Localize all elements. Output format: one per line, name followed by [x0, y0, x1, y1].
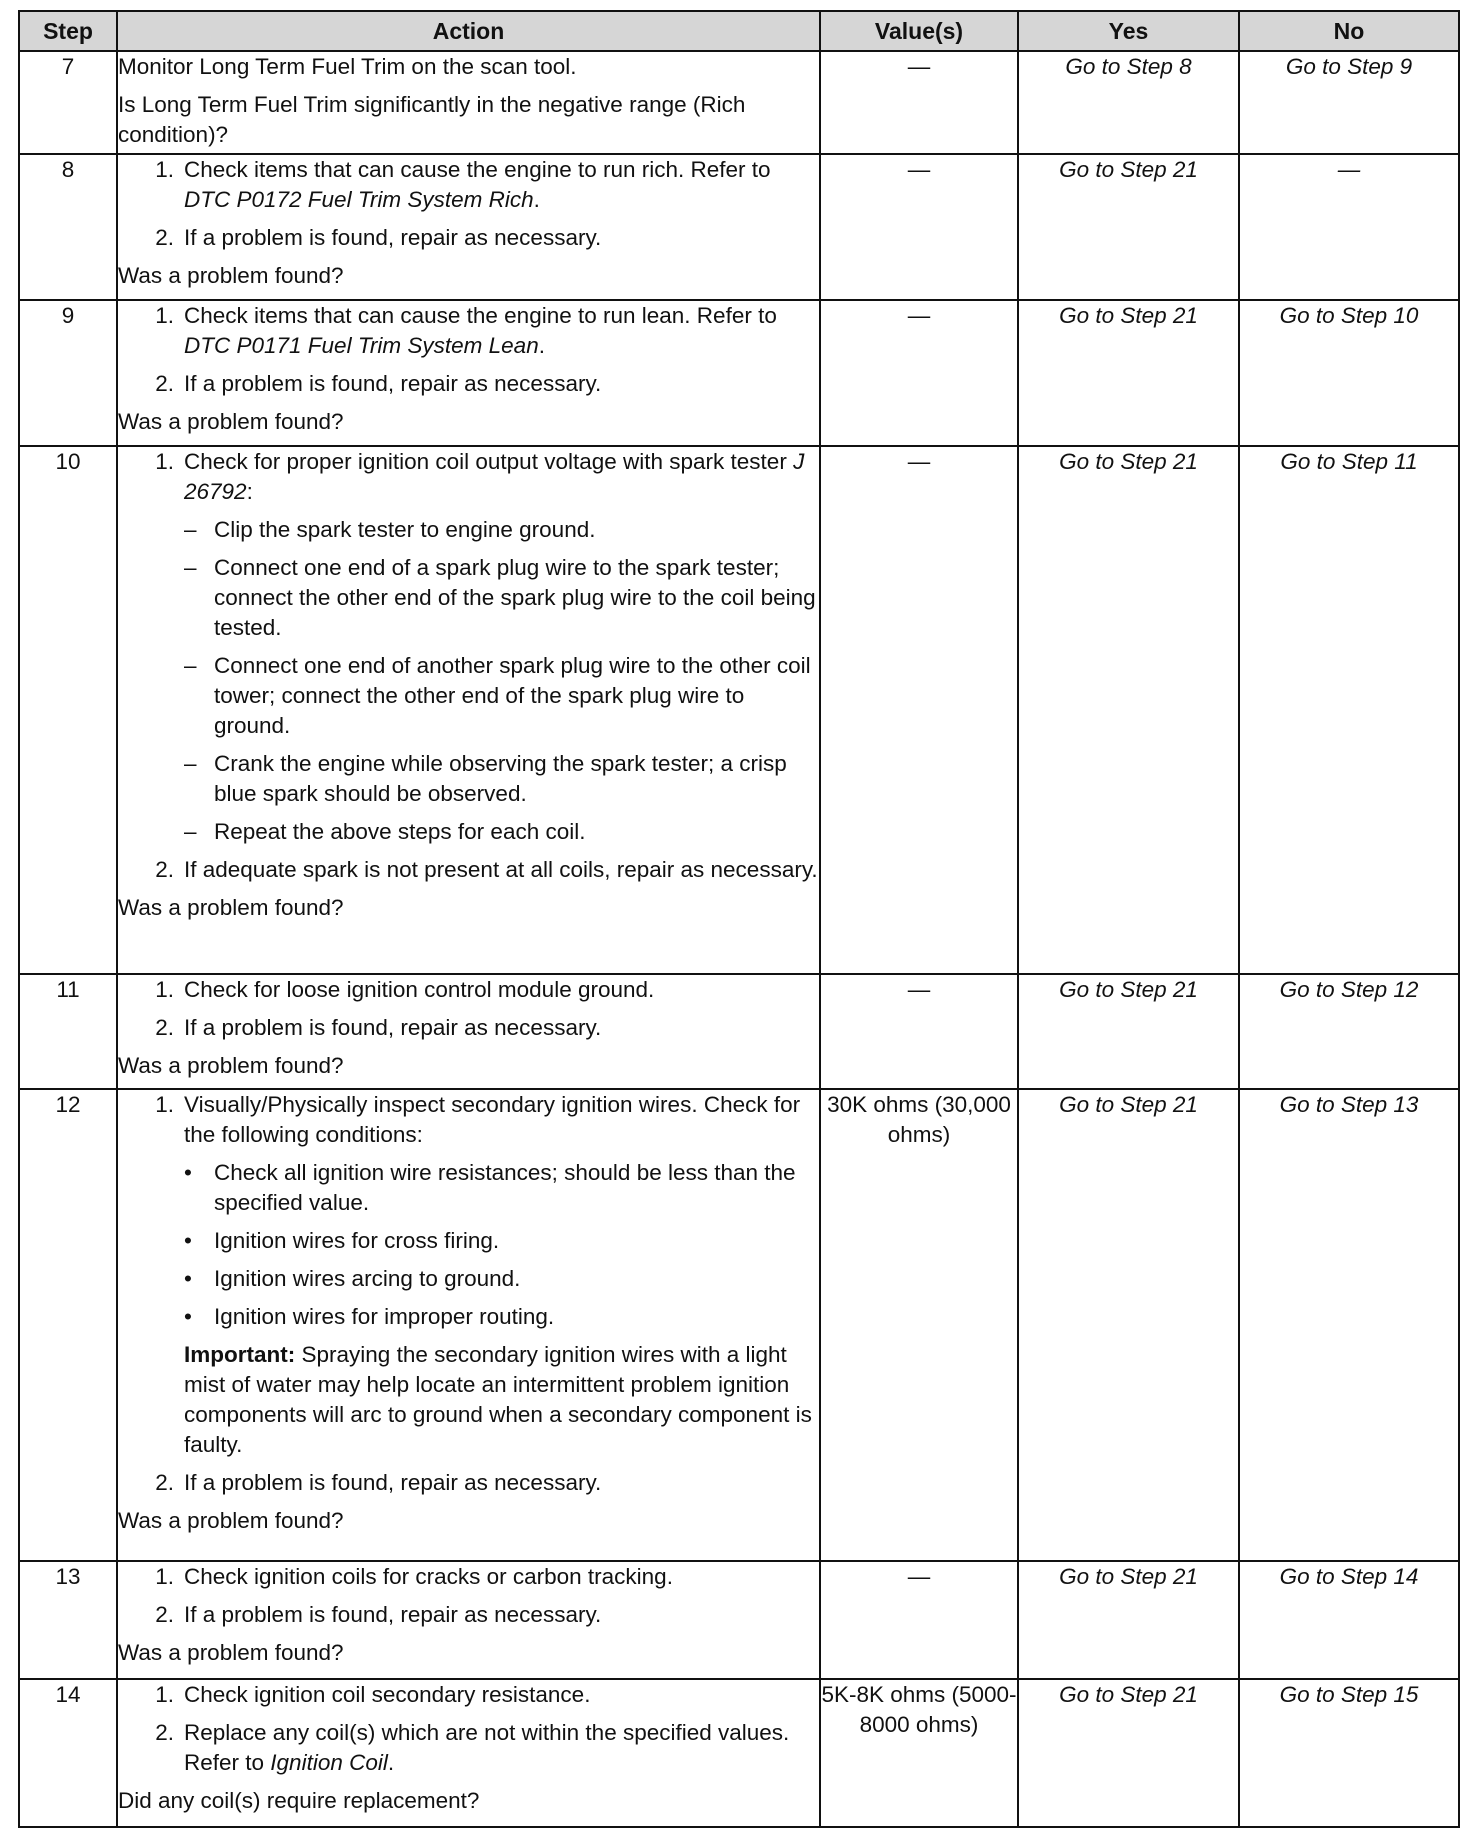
list-item: 1. Check for loose ignition control module ground.	[118, 975, 819, 1005]
list-item: 1. Check ignition coils for cracks or carbon tracking.	[118, 1562, 819, 1592]
action-text: If a problem is found, repair as necessary.	[184, 371, 602, 396]
sub-item: – Clip the spark tester to engine ground.	[184, 517, 596, 542]
list-item: 1. Check ignition coil secondary resistance.	[118, 1680, 819, 1710]
yes-cell: Go to Step 21	[1018, 974, 1239, 1089]
list-item: 1. Check items that can cause the engine to run lean. Refer to DTC P0171 Fuel Trim System Lean.	[155, 303, 777, 358]
value-cell: 5K-8K ohms (5000-8000 ohms)	[820, 1679, 1018, 1827]
tool-reference[interactable]: J 26792	[184, 449, 805, 504]
sub-item: • Ignition wires for cross firing.	[184, 1228, 500, 1253]
value-cell: —	[820, 446, 1018, 974]
value-cell: —	[820, 1561, 1018, 1679]
action-cell	[117, 51, 820, 154]
header-yes: Yes	[1018, 11, 1239, 51]
sub-item: • Ignition wires for improper routing.	[184, 1304, 555, 1329]
header-values: Value(s)	[820, 11, 1018, 51]
step-number: 9	[19, 300, 117, 446]
action-text: Check items that can cause the engine to run rich. Refer to	[184, 157, 771, 182]
reference-link[interactable]: DTC P0171 Fuel Trim System Lean	[184, 333, 539, 358]
action-question: Was a problem found?	[118, 1508, 344, 1533]
no-cell: Go to Step 15	[1239, 1679, 1459, 1827]
list-item: 2. If a problem is found, repair as necessary.	[118, 1013, 819, 1043]
important-note	[118, 1340, 819, 1460]
action-cell	[117, 154, 820, 300]
table-row	[19, 974, 1459, 1089]
value-cell: —	[820, 300, 1018, 446]
sub-item: • Check all ignition wire resistances; should be less than the specified value.	[184, 1160, 796, 1215]
reference-link[interactable]: Ignition Coil	[270, 1750, 388, 1775]
action-text: If a problem is found, repair as necessary.	[184, 225, 602, 250]
action-text: Check for proper ignition coil output voltage with spark tester	[184, 449, 794, 474]
sub-item: – Connect one end of a spark plug wire to the spark tester; connect the other end of the spark plug wire to the coil being tested.	[184, 555, 816, 640]
table-row	[19, 300, 1459, 446]
step-number: 8	[19, 154, 117, 300]
step-number: 10	[19, 446, 117, 974]
action-text: If a problem is found, repair as necessary.	[184, 1602, 602, 1627]
action-question: Was a problem found?	[118, 409, 344, 434]
step-number: 14	[19, 1679, 117, 1827]
no-cell: Go to Step 12	[1239, 974, 1459, 1089]
action-cell	[117, 1561, 820, 1679]
action-text: Replace any coil(s) which are not within the specified values. Refer to	[184, 1720, 790, 1775]
action-cell	[117, 446, 820, 974]
step-number: 13	[19, 1561, 117, 1679]
header-action: Action	[117, 11, 820, 51]
list-item: 1. Check for proper ignition coil output voltage with spark tester J 26792:	[155, 449, 805, 504]
diagnostic-table	[18, 10, 1460, 1828]
sub-item: – Crank the engine while observing the spark tester; a crisp blue spark should be observed.	[184, 751, 787, 806]
header-no: No	[1239, 11, 1459, 51]
list-item: 2. Replace any coil(s) which are not within the specified values. Refer to Ignition Coil.	[155, 1720, 790, 1775]
header-row	[19, 11, 1459, 51]
no-cell: Go to Step 10	[1239, 300, 1459, 446]
action-question: Is Long Term Fuel Trim significantly in the negative range (Rich condition)?	[118, 92, 746, 147]
important-label: Important:	[184, 1342, 296, 1367]
action-cell	[117, 1089, 820, 1561]
action-text: If a problem is found, repair as necessary.	[184, 1470, 602, 1495]
important-text: Spraying the secondary ignition wires with a light mist of water may help locate an intermittent problem ignition components will arc to ground when a secondary component is faulty.	[184, 1342, 812, 1457]
no-cell: Go to Step 14	[1239, 1561, 1459, 1679]
action-text: Check items that can cause the engine to run lean. Refer to	[184, 303, 777, 328]
list-item: 2. If a problem is found, repair as necessary.	[118, 223, 819, 253]
reference-link[interactable]: DTC P0172 Fuel Trim System Rich	[184, 187, 534, 212]
action-text: Monitor Long Term Fuel Trim on the scan tool.	[118, 54, 577, 79]
list-item: 2. If a problem is found, repair as necessary.	[118, 1600, 819, 1630]
action-text: If a problem is found, repair as necessary.	[184, 1015, 602, 1040]
action-text: Visually/Physically inspect secondary ignition wires. Check for the following conditions:	[184, 1092, 801, 1147]
no-cell: Go to Step 13	[1239, 1089, 1459, 1561]
action-question: Was a problem found?	[118, 895, 344, 920]
no-cell: Go to Step 11	[1239, 446, 1459, 974]
action-question: Was a problem found?	[118, 1640, 344, 1665]
table-row	[19, 1089, 1459, 1561]
sub-item: – Connect one end of another spark plug wire to the other coil tower; connect the other end of the spark plug wire to ground.	[184, 653, 811, 738]
value-cell: 30K ohms (30,000 ohms)	[820, 1089, 1018, 1561]
yes-cell: Go to Step 21	[1018, 300, 1239, 446]
header-step: Step	[19, 11, 117, 51]
value-cell: —	[820, 154, 1018, 300]
table-row	[19, 51, 1459, 154]
list-item: 1. Check items that can cause the engine to run rich. Refer to DTC P0172 Fuel Trim System Rich.	[155, 157, 771, 212]
step-number: 12	[19, 1089, 117, 1561]
action-question: Did any coil(s) require replacement?	[118, 1788, 480, 1813]
action-text: If adequate spark is not present at all coils, repair as necessary.	[184, 857, 818, 882]
table-row	[19, 154, 1459, 300]
action-question: Was a problem found?	[118, 263, 344, 288]
table-row	[19, 1561, 1459, 1679]
action-cell	[117, 974, 820, 1089]
list-item: 1. Visually/Physically inspect secondary ignition wires. Check for the following conditions:	[118, 1090, 819, 1150]
yes-cell: Go to Step 21	[1018, 1679, 1239, 1827]
action-text: Check ignition coils for cracks or carbon tracking.	[184, 1564, 673, 1589]
sub-item: • Ignition wires arcing to ground.	[184, 1266, 521, 1291]
list-item: 2. If a problem is found, repair as necessary.	[118, 369, 819, 399]
yes-cell: Go to Step 21	[1018, 446, 1239, 974]
sub-item: – Repeat the above steps for each coil.	[184, 819, 586, 844]
action-text: Check for loose ignition control module ground.	[184, 977, 655, 1002]
step-number: 7	[19, 51, 117, 154]
value-cell: —	[820, 974, 1018, 1089]
yes-cell: Go to Step 21	[1018, 154, 1239, 300]
action-cell	[117, 1679, 820, 1827]
yes-cell: Go to Step 21	[1018, 1089, 1239, 1561]
yes-cell: Go to Step 8	[1018, 51, 1239, 154]
list-item: 2. If a problem is found, repair as necessary.	[118, 1468, 819, 1498]
action-cell	[117, 300, 820, 446]
no-cell: Go to Step 9	[1239, 51, 1459, 154]
table-row	[19, 446, 1459, 974]
yes-cell: Go to Step 21	[1018, 1561, 1239, 1679]
action-text: Check ignition coil secondary resistance.	[184, 1682, 591, 1707]
action-question: Was a problem found?	[118, 1053, 344, 1078]
value-cell: —	[820, 51, 1018, 154]
list-item: 2. If adequate spark is not present at all coils, repair as necessary.	[118, 855, 819, 885]
table-row	[19, 1679, 1459, 1827]
no-cell: —	[1239, 154, 1459, 300]
step-number: 11	[19, 974, 117, 1089]
